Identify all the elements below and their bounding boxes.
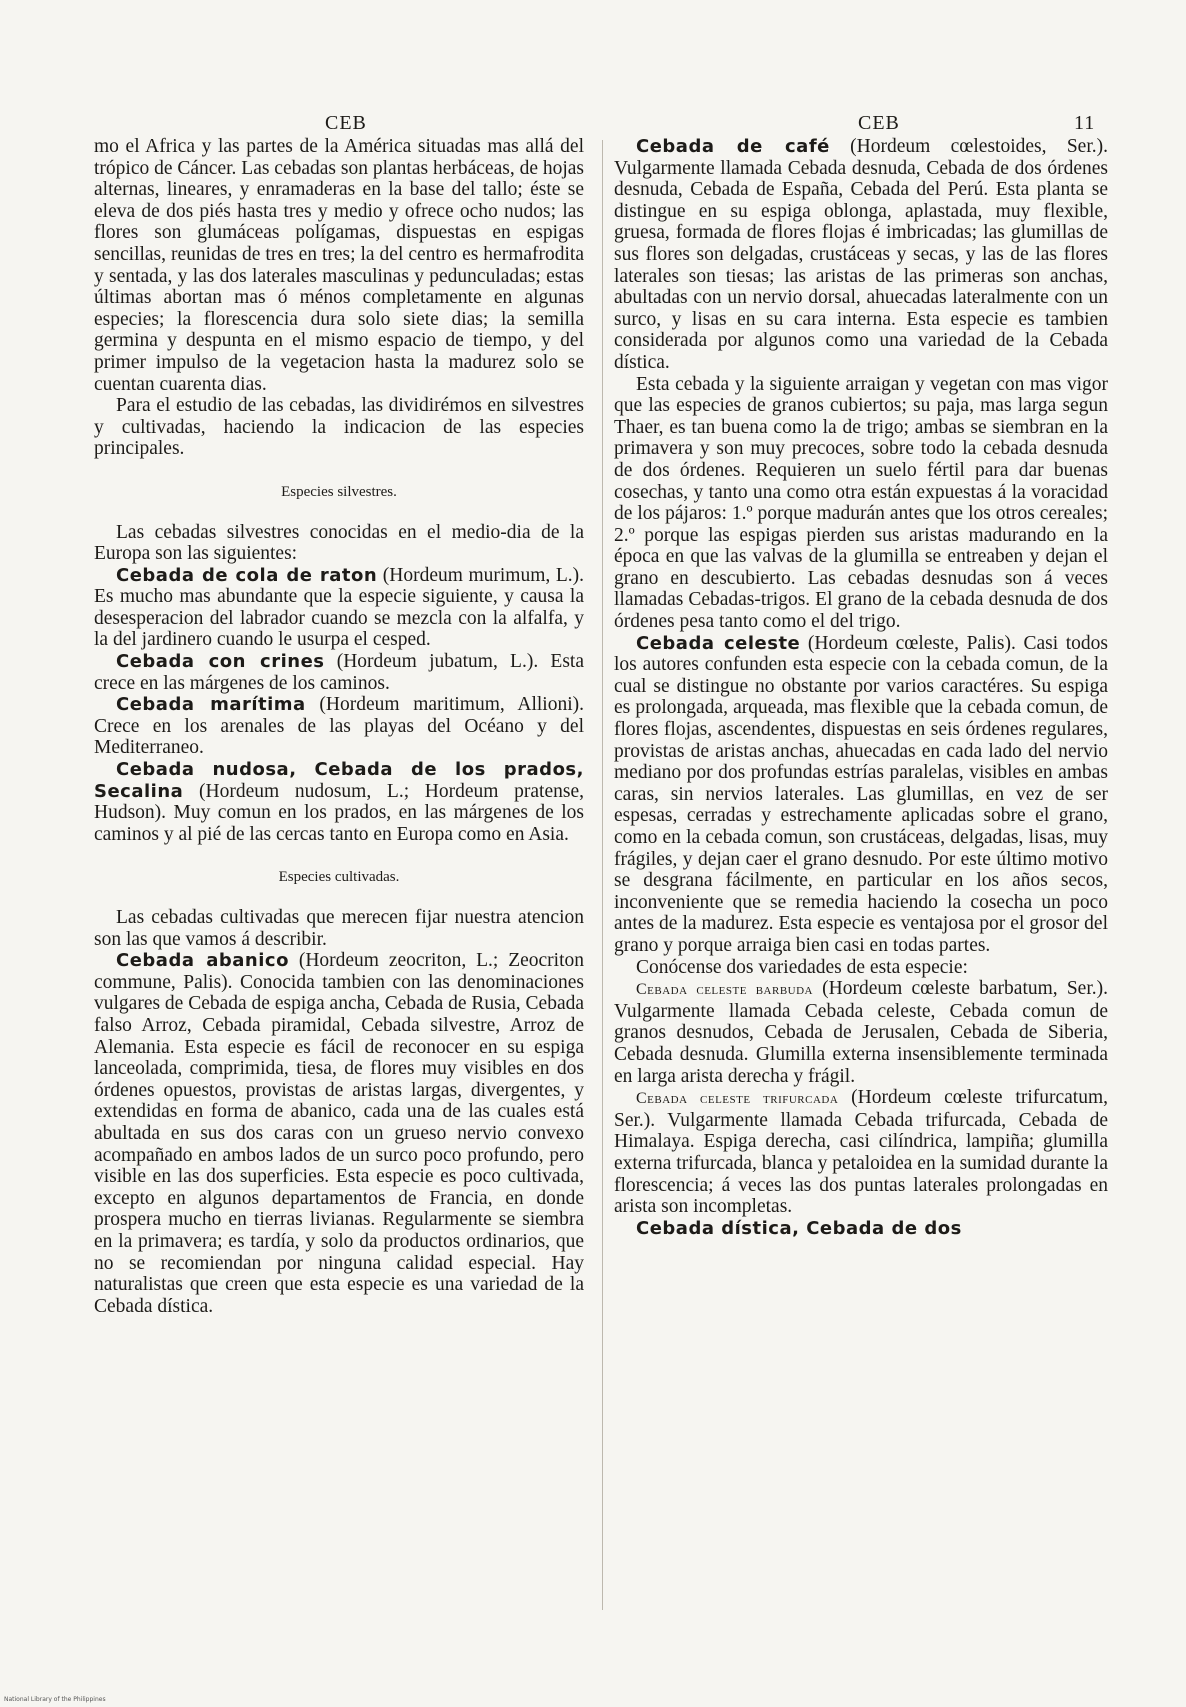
entry	[614, 136, 1108, 374]
entry-text: (Hordeum cœleste, Palis). Casi todos los autores confunden esta especie con la cebada comun, de la cual se distingue no obstante por varios caractéres. Su espiga es prolongada, arqueada, mas flexible que la cebada comun, de flores flojas, ascendentes, dispuestas en seis órdenes regulares, provistas de aristas anchas, ahuecadas en cada lado del nervio mediano por dos profundas estrías paralelas, visibles en ambas caras, sin nervios laterales. Las glumillas, en vez de ser espesas, cerradas y estrechamente aplicadas sobre el grano, como en la cebada comun, son crustáceas, delgadas, lisas, muy frágiles, y dejan caer el grano desnudo. Por este último motivo se desgrana fácilmente, en particular en los años secos, inconveniente que se remedia haciendo la cosecha un poco antes de la madurez. Esta especie es ventajosa por el grosor del grano y porque arraiga bien casi en todas partes.	[614, 632, 1108, 956]
running-head-right: CEB	[858, 112, 900, 134]
entry	[94, 565, 584, 651]
variety-name: Cebada celeste trifurcada	[636, 1090, 839, 1108]
entry-name: Cebada nudosa, Cebada de los prados, Secalina	[94, 759, 584, 802]
variety-entry	[614, 978, 1108, 1087]
entry-name: Cebada marítima	[116, 694, 306, 716]
entry	[94, 694, 584, 759]
paragraph: Conócense dos variedades de esta especie:	[636, 956, 968, 978]
section-heading: Especies silvestres.	[281, 483, 397, 500]
entry-text: (Hordeum maritimum, Allioni). Crece en los arenales de las playas del Océano y del Mediterraneo.	[94, 694, 585, 759]
entry-name: Cebada con crines	[116, 651, 325, 673]
paragraph: Esta cebada y la siguiente arraigan y vegetan con mas vigor que las especies de granos cubiertos; su paja, mas larga segun Thaer, es tan buena como la de trigo; ambas se siembran en la primavera y son muy precoces, sobre todo la cebada desnuda de dos órdenes. Requieren un suelo fértil para dar buenas cosechas, y tanto una como otra están expuestas á la voracidad de los pájaros: 1.º porque madurán antes que los otros cereales; 2.º porque las espigas pierden sus aristas madurando en la época en que las valvas de la glumilla se entreaben y dejan el grano en descubierto. Las cebadas desnudas son á veces llamadas Cebadas-trigos. El grano de la cebada desnuda de dos órdenes pesa tanto como el del trigo.	[614, 373, 1108, 633]
paragraph: mo el Africa y las partes de la América situadas mas allá del trópico de Cáncer. Las cebadas son plantas herbáceas, de hojas alternas, lineares, y enramaderas en la base del tallo; éste se eleva de dos piés hasta tres y medio y ofrece ocho nudos; las flores son glumáceas polígamas, dispuestas en espigas sencillas, reunidas de tres en tres; la del centro es hermafrodita y sentada, y las dos laterales masculinas y pedunculadas; estas últimas abortan mas ó ménos completamente en algunas especies; la florescencia dura solo siete dias; la semilla germina y despunta en el mismo espacio de tiempo, y del primer impulso de la vegetacion hasta la madurez solo se cuentan cuarenta dias.	[94, 136, 585, 395]
column-divider	[602, 140, 603, 1610]
running-head-left: CEB	[325, 112, 367, 134]
entry	[94, 651, 584, 694]
entry	[614, 1218, 1108, 1240]
entry-text: (Hordeum cœlestoides, Ser.). Vulgarmente llamada Cebada desnuda, Cebada de dos órdenes desnuda, Cebada de España, Cebada del Perú. Esta planta se distingue en su espiga oblonga, aplastada, muy flexible, gruesa, formada de flores flojas é imbricadas; las glumillas de sus flores son delgadas, crustáceas y secas, y las de las flores laterales son tiesas; las aristas de las primeras son anchas, abultadas con un nervio dorsal, ahuecadas lateralmente con un surco, y lisas en su cara interna. Esta especie es tambien considerada por algunos como una variedad de la Cebada dística.	[614, 136, 1108, 373]
entry-text: (Hordeum zeocriton, L.; Zeocriton commune, Palis). Conocida tambien con las denominaciones vulgares de Cebada de espiga ancha, Cebada de Rusia, Cebada falso Arroz, Cebada piramidal, Cebada silvestre, Arroz de Alemania. Esta especie es fácil de reconocer en su espiga lanceolada, comprimida, tiesa, de flores muy visibles en dos órdenes opuestos, provistas de aristas largas, divergentes, y extendidas en forma de abanico, cada una de las cuales está abultada en sus dos caras con un grueso nervio convexo acompañado en ambos lados de un surco poco profundo, pero visible en las dos superficies. Esta especie es poco cultivada, excepto en algunos departamentos de Francia, en donde prospera mucho en tierras livianas. Regularmente se siembra en la primavera; es tardía, y solo da productos ordinarios, que no se recomiendan por ninguna calidad especial. Hay naturalistas que creen que esta especie es una variedad de la Cebada dística.	[94, 950, 585, 1317]
page-number: 11	[1074, 112, 1096, 134]
entry-text: (Hordeum murimum, L.). Es mucho mas abundante que la especie siguiente, y causa la desesperacion del labrador cuando se mezcla con la alfalfa, y la del jardinero cuando le usurpa el cesped.	[94, 564, 584, 651]
variety-entry	[614, 1087, 1108, 1218]
paragraph: Las cebadas silvestres conocidas en el medio-dia de la Europa son las siguientes:	[94, 521, 584, 565]
variety-name: Cebada celeste barbuda	[636, 981, 813, 999]
entry	[614, 633, 1108, 957]
variety-text: (Hordeum cœleste trifurcatum, Ser.). Vulgarmente llamada Cebada trifurcada, Cebada de Himalaya. Espiga derecha, casi cilíndrica, lampiña; glumilla externa trifurcada, blanca y petaloidea en la sumidad durante la florescencia; á veces las dos puntas laterales prolongadas en arista son incompletas.	[614, 1087, 1108, 1218]
entry	[94, 950, 584, 1317]
entry-name: Cebada abanico	[116, 950, 289, 972]
right-column	[614, 136, 1108, 1239]
left-column	[94, 136, 584, 1317]
entry-name: Cebada de cola de raton	[116, 564, 378, 586]
entry-text: (Hordeum nudosum, L.; Hordeum pratense, Hudson). Muy comun en los prados, en las márgenes de los caminos y al pié de las cercas tanto en Europa como en Asia.	[94, 780, 584, 845]
entry-name: Cebada celeste	[636, 632, 801, 654]
section-heading: Especies cultivadas.	[278, 869, 400, 886]
entry-name: Cebada de café	[636, 136, 830, 157]
paragraph: Las cebadas cultivadas que merecen fijar nuestra atencion son las que vamos á describir.	[94, 907, 584, 950]
entry-name: Cebada dística, Cebada de dos	[636, 1217, 962, 1239]
entry	[94, 759, 584, 845]
entry-text: (Hordeum jubatum, L.). Esta crece en las márgenes de los caminos.	[94, 651, 584, 694]
paragraph: Para el estudio de las cebadas, las dividirémos en silvestres y cultivadas, haciendo la indicacion de las especies principales.	[94, 395, 584, 460]
scan-footer: National Library of the Philippines	[4, 1696, 106, 1703]
variety-text: (Hordeum cœleste barbatum, Ser.). Vulgarmente llamada Cebada celeste, Cebada comun de granos desnudos, Cebada de Jerusalen, Cebada de Siberia, Cebada desnuda. Glumilla externa insensiblemente terminada en larga arista derecha y frágil.	[614, 978, 1108, 1087]
